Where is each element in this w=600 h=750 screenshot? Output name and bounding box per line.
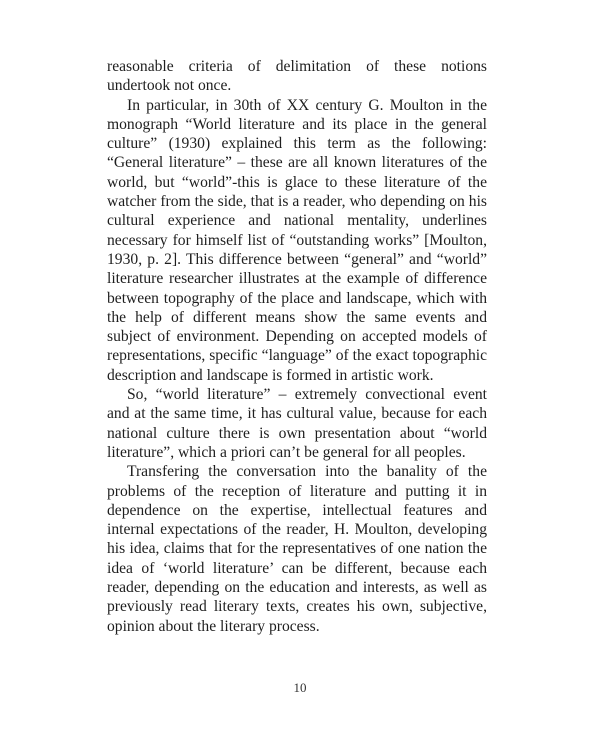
paragraph-world-literature: So, “world literature” – extremely convectional event and at the same time, it has cultural value, because for each national culture there is own presentation about “world literature”, which a priori can’t be general for all peoples. [107,386,487,461]
body-text [107,57,487,636]
page-number: 10 [293,680,307,695]
paragraph-moulton-definition: In particular, in 30th of XX century G. Moulton in the monograph “World literature and its place in the general culture” (1930) explained this term as the following: “General literature” – these are all known literatures of the world, but “world”-this is glace to these literature of the watcher from the side, that is a reader, who depending on his cultural experience and national mentality, underlines necessary for himself list of “outstanding works” [Moulton, 1930, p. 2]. This difference between “general” and “world” literature researcher illustrates at the example of difference between topography of the place and landscape, which with the help of different means show the same events and subject of environment. Depending on accepted models of representations, specific “language” of the exact topographic description and landscape is formed in artistic work. [107,96,487,384]
paragraph-reception: Transfering the conversation into the banality of the problems of the reception of literature and putting it in dependence on the expertise, intellectual features and internal expectations of the reader, H. Moulton, developing his idea, claims that for the representatives of one nation the idea of ‘world literature’ can be different, because each reader, depending on the education and interests, as well as previously read literary texts, creates his own, subjective, opinion about the literary process. [107,463,487,635]
paragraph-continuation: reasonable criteria of delimitation of these notions undertook not once. [107,58,487,95]
